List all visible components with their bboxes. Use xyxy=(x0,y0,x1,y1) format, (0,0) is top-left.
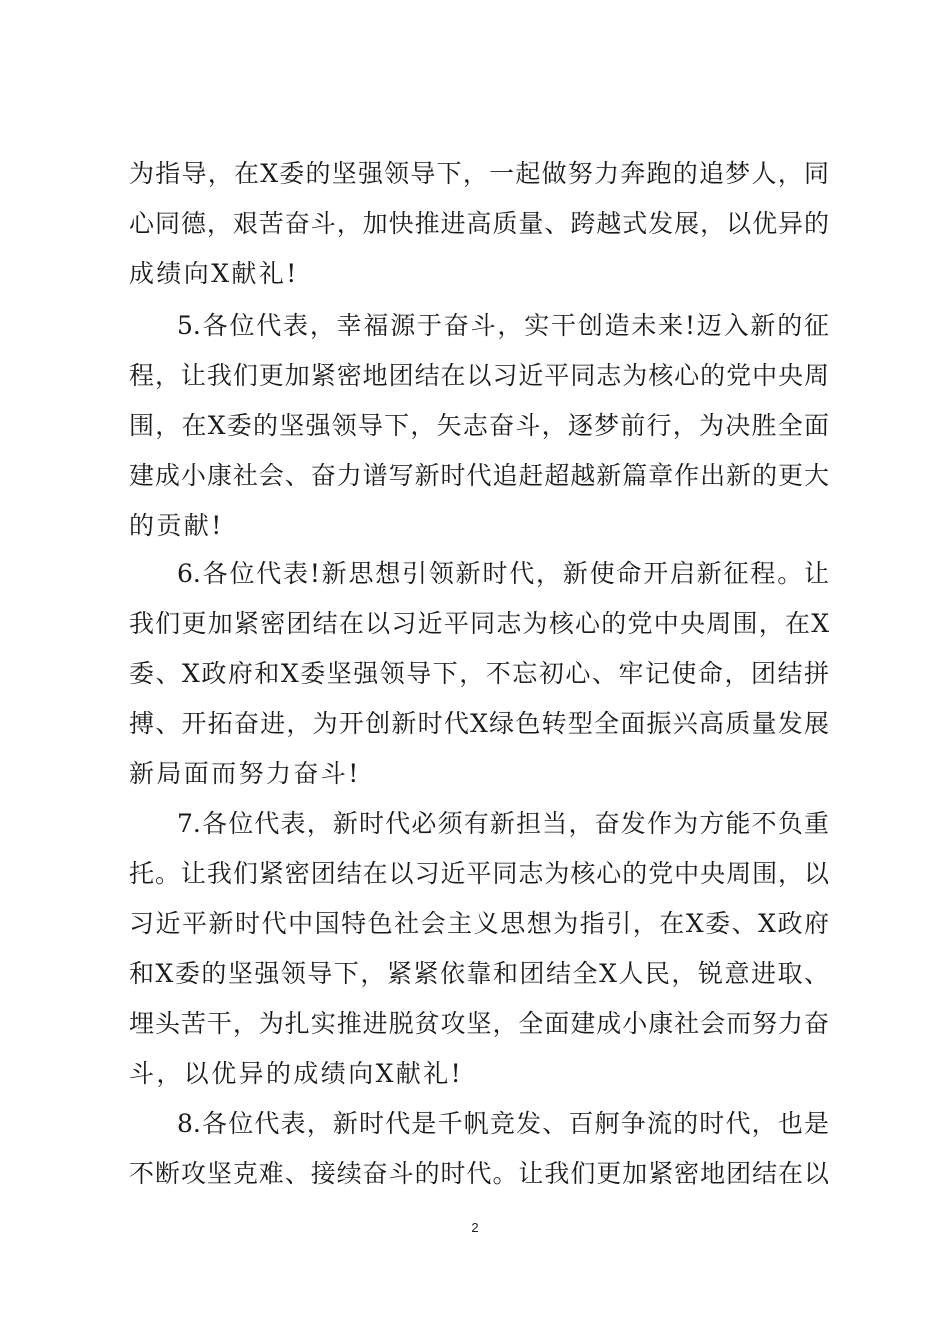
page-number: 2 xyxy=(471,1220,479,1235)
text-line: 斗，以优异的成绩向X献礼! xyxy=(129,1059,464,1088)
text-line: 埋头苦干，为扎实推进脱贫攻坚，全面建成小康社会而努力奋 xyxy=(129,1009,829,1038)
text-line: 习近平新时代中国特色社会主义思想为指引，在X委、X政府 xyxy=(129,909,829,938)
text-line: 心同德，艰苦奋斗，加快推进高质量、跨越式发展，以优异的 xyxy=(129,209,829,238)
text-line: 程，让我们更加紧密地团结在以习近平同志为核心的党中央周 xyxy=(129,361,829,390)
text-line: 为指导，在X委的坚强领导下，一起做努力奔跑的追梦人，同 xyxy=(129,159,829,188)
text-line: 的贡献! xyxy=(129,511,224,540)
paragraph-first-line: 7.各位代表，新时代必须有新担当，奋发作为方能不负重 xyxy=(177,809,829,838)
text-line: 围，在X委的坚强领导下，矢志奋斗，逐梦前行，为决胜全面 xyxy=(129,411,829,440)
paragraph-first-line: 5.各位代表，幸福源于奋斗，实干创造未来!迈入新的征 xyxy=(177,311,829,340)
text-line: 新局面而努力奋斗! xyxy=(129,759,361,788)
text-line: 我们更加紧密团结在以习近平同志为核心的党中央周围，在X xyxy=(129,609,829,638)
text-line: 和X委的坚强领导下，紧紧依靠和团结全X人民，锐意进取、 xyxy=(129,959,829,988)
paragraph-first-line: 8.各位代表，新时代是千帆竞发、百舸争流的时代，也是 xyxy=(177,1109,829,1138)
text-line: 搏、开拓奋进，为开创新时代X绿色转型全面振兴高质量发展 xyxy=(129,709,829,738)
text-line: 成绩向X献礼! xyxy=(129,259,299,288)
paragraph-first-line: 6.各位代表!新思想引领新时代，新使命开启新征程。让 xyxy=(177,559,829,588)
text-line: 委、X政府和X委坚强领导下，不忘初心、牢记使命，团结拼 xyxy=(129,659,829,688)
text-line: 建成小康社会、奋力谱写新时代追赶超越新篇章作出新的更大 xyxy=(129,461,829,490)
text-line: 不断攻坚克难、接续奋斗的时代。让我们更加紧密地团结在以 xyxy=(129,1159,829,1188)
text-line: 托。让我们紧密团结在以习近平同志为核心的党中央周围，以 xyxy=(129,859,829,888)
